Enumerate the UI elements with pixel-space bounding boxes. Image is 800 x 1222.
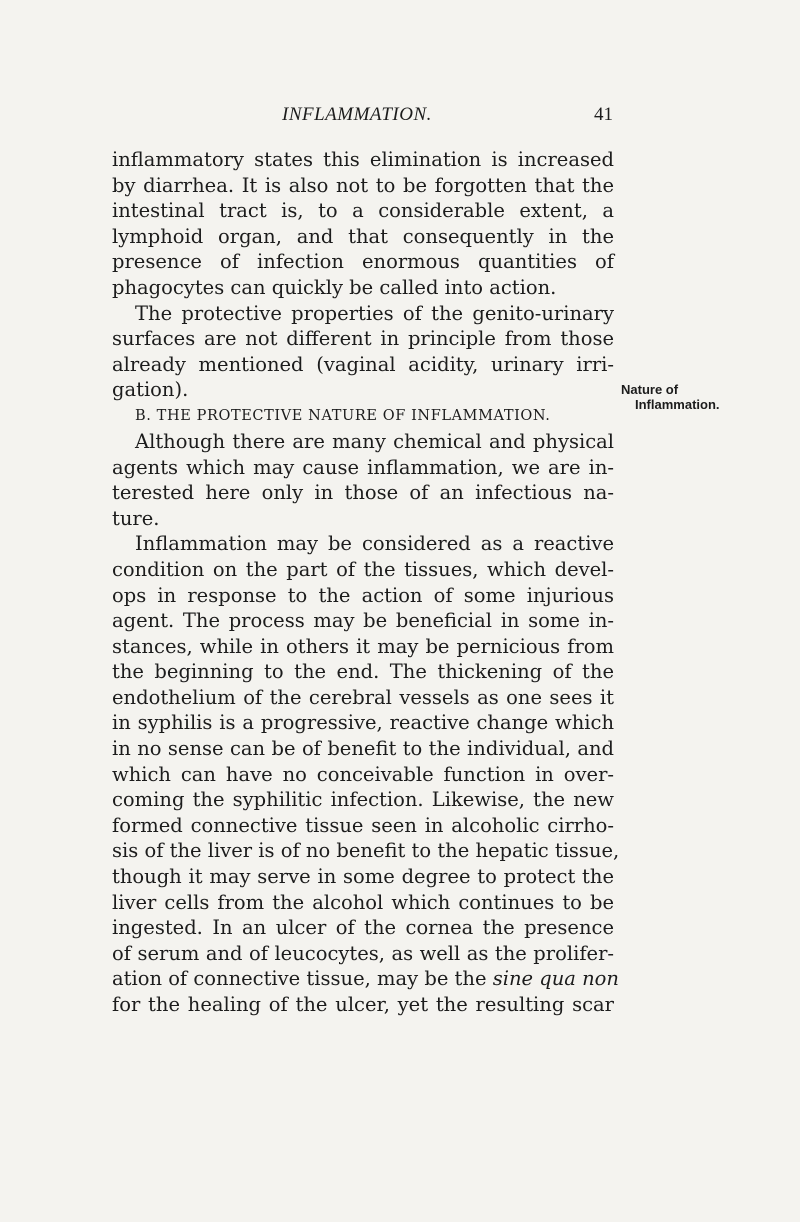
- text-line: by diarrhea. It is also not to be forgotten that the: [112, 173, 614, 197]
- text-line: formed connective tissue seen in alcoholic cirrho-: [112, 813, 614, 837]
- text-line: gation).: [112, 378, 189, 402]
- body-text: [112, 147, 620, 1018]
- text-line: surfaces are not different in principle from those: [112, 327, 614, 351]
- text-line: intestinal tract is, to a considerable extent, a: [112, 199, 614, 223]
- margin-note: [621, 382, 720, 412]
- running-head-title: INFLAMMATION.: [282, 104, 432, 125]
- running-header: [282, 104, 613, 138]
- text-line: agent. The process may be beneficial in some in-: [112, 609, 614, 633]
- text-line: lymphoid organ, and that consequently in the: [112, 224, 614, 248]
- margin-note-line-2: Inflammation.: [635, 397, 720, 412]
- text-line: phagocytes can quickly be called into action.: [112, 275, 557, 299]
- text-line: condition on the part of the tissues, which devel-: [112, 557, 614, 581]
- text-line: of serum and of leucocytes, as well as the prolifer-: [112, 941, 614, 965]
- text-line: ture.: [112, 506, 160, 530]
- text-line: sis of the liver is of no benefit to the hepatic tissue,: [112, 839, 620, 863]
- text-line: which can have no conceivable function in over-: [112, 762, 614, 786]
- text-line: liver cells from the alcohol which continues to be: [112, 890, 614, 914]
- text-line: ingested. In an ulcer of the cornea the presence: [112, 916, 614, 940]
- text-line: in syphilis is a progressive, reactive change which: [112, 711, 614, 735]
- text-span: ation of connective tissue, may be the: [112, 967, 487, 991]
- text-line: ops in response to the action of some injurious: [112, 583, 614, 607]
- text-line: agents which may cause inflammation, we are in-: [112, 455, 614, 479]
- section-heading: B. THE PROTECTIVE NATURE OF INFLAMMATION.: [135, 407, 551, 424]
- margin-note-line-1: Nature of: [621, 382, 679, 397]
- text-line-with-italic: [112, 966, 619, 992]
- text-line: already mentioned (vaginal acidity, urinary irri-: [112, 352, 614, 376]
- italic-phrase: sine qua non: [492, 967, 619, 991]
- text-line: The protective properties of the genito-urinary: [135, 301, 614, 325]
- text-line: for the healing of the ulcer, yet the resulting scar: [112, 993, 614, 1016]
- text-line: inflammatory states this elimination is increased: [112, 148, 614, 171]
- text-line: Although there are many chemical and physical: [135, 429, 614, 453]
- text-line: endothelium of the cerebral vessels as one sees it: [112, 685, 614, 709]
- text-line: Inflammation may be considered as a reactive: [135, 532, 614, 556]
- text-line: coming the syphilitic infection. Likewise, the new: [112, 788, 614, 812]
- text-line: in no sense can be of benefit to the individual, and: [112, 737, 614, 761]
- text-line: the beginning to the end. The thickening of the: [112, 660, 614, 684]
- text-line: terested here only in those of an infectious na-: [112, 481, 614, 505]
- text-line: stances, while in others it may be pernicious from: [112, 634, 614, 658]
- text-line: though it may serve in some degree to protect the: [112, 865, 614, 889]
- text-line: presence of infection enormous quantities of: [112, 250, 614, 274]
- page-number: 41: [594, 104, 613, 125]
